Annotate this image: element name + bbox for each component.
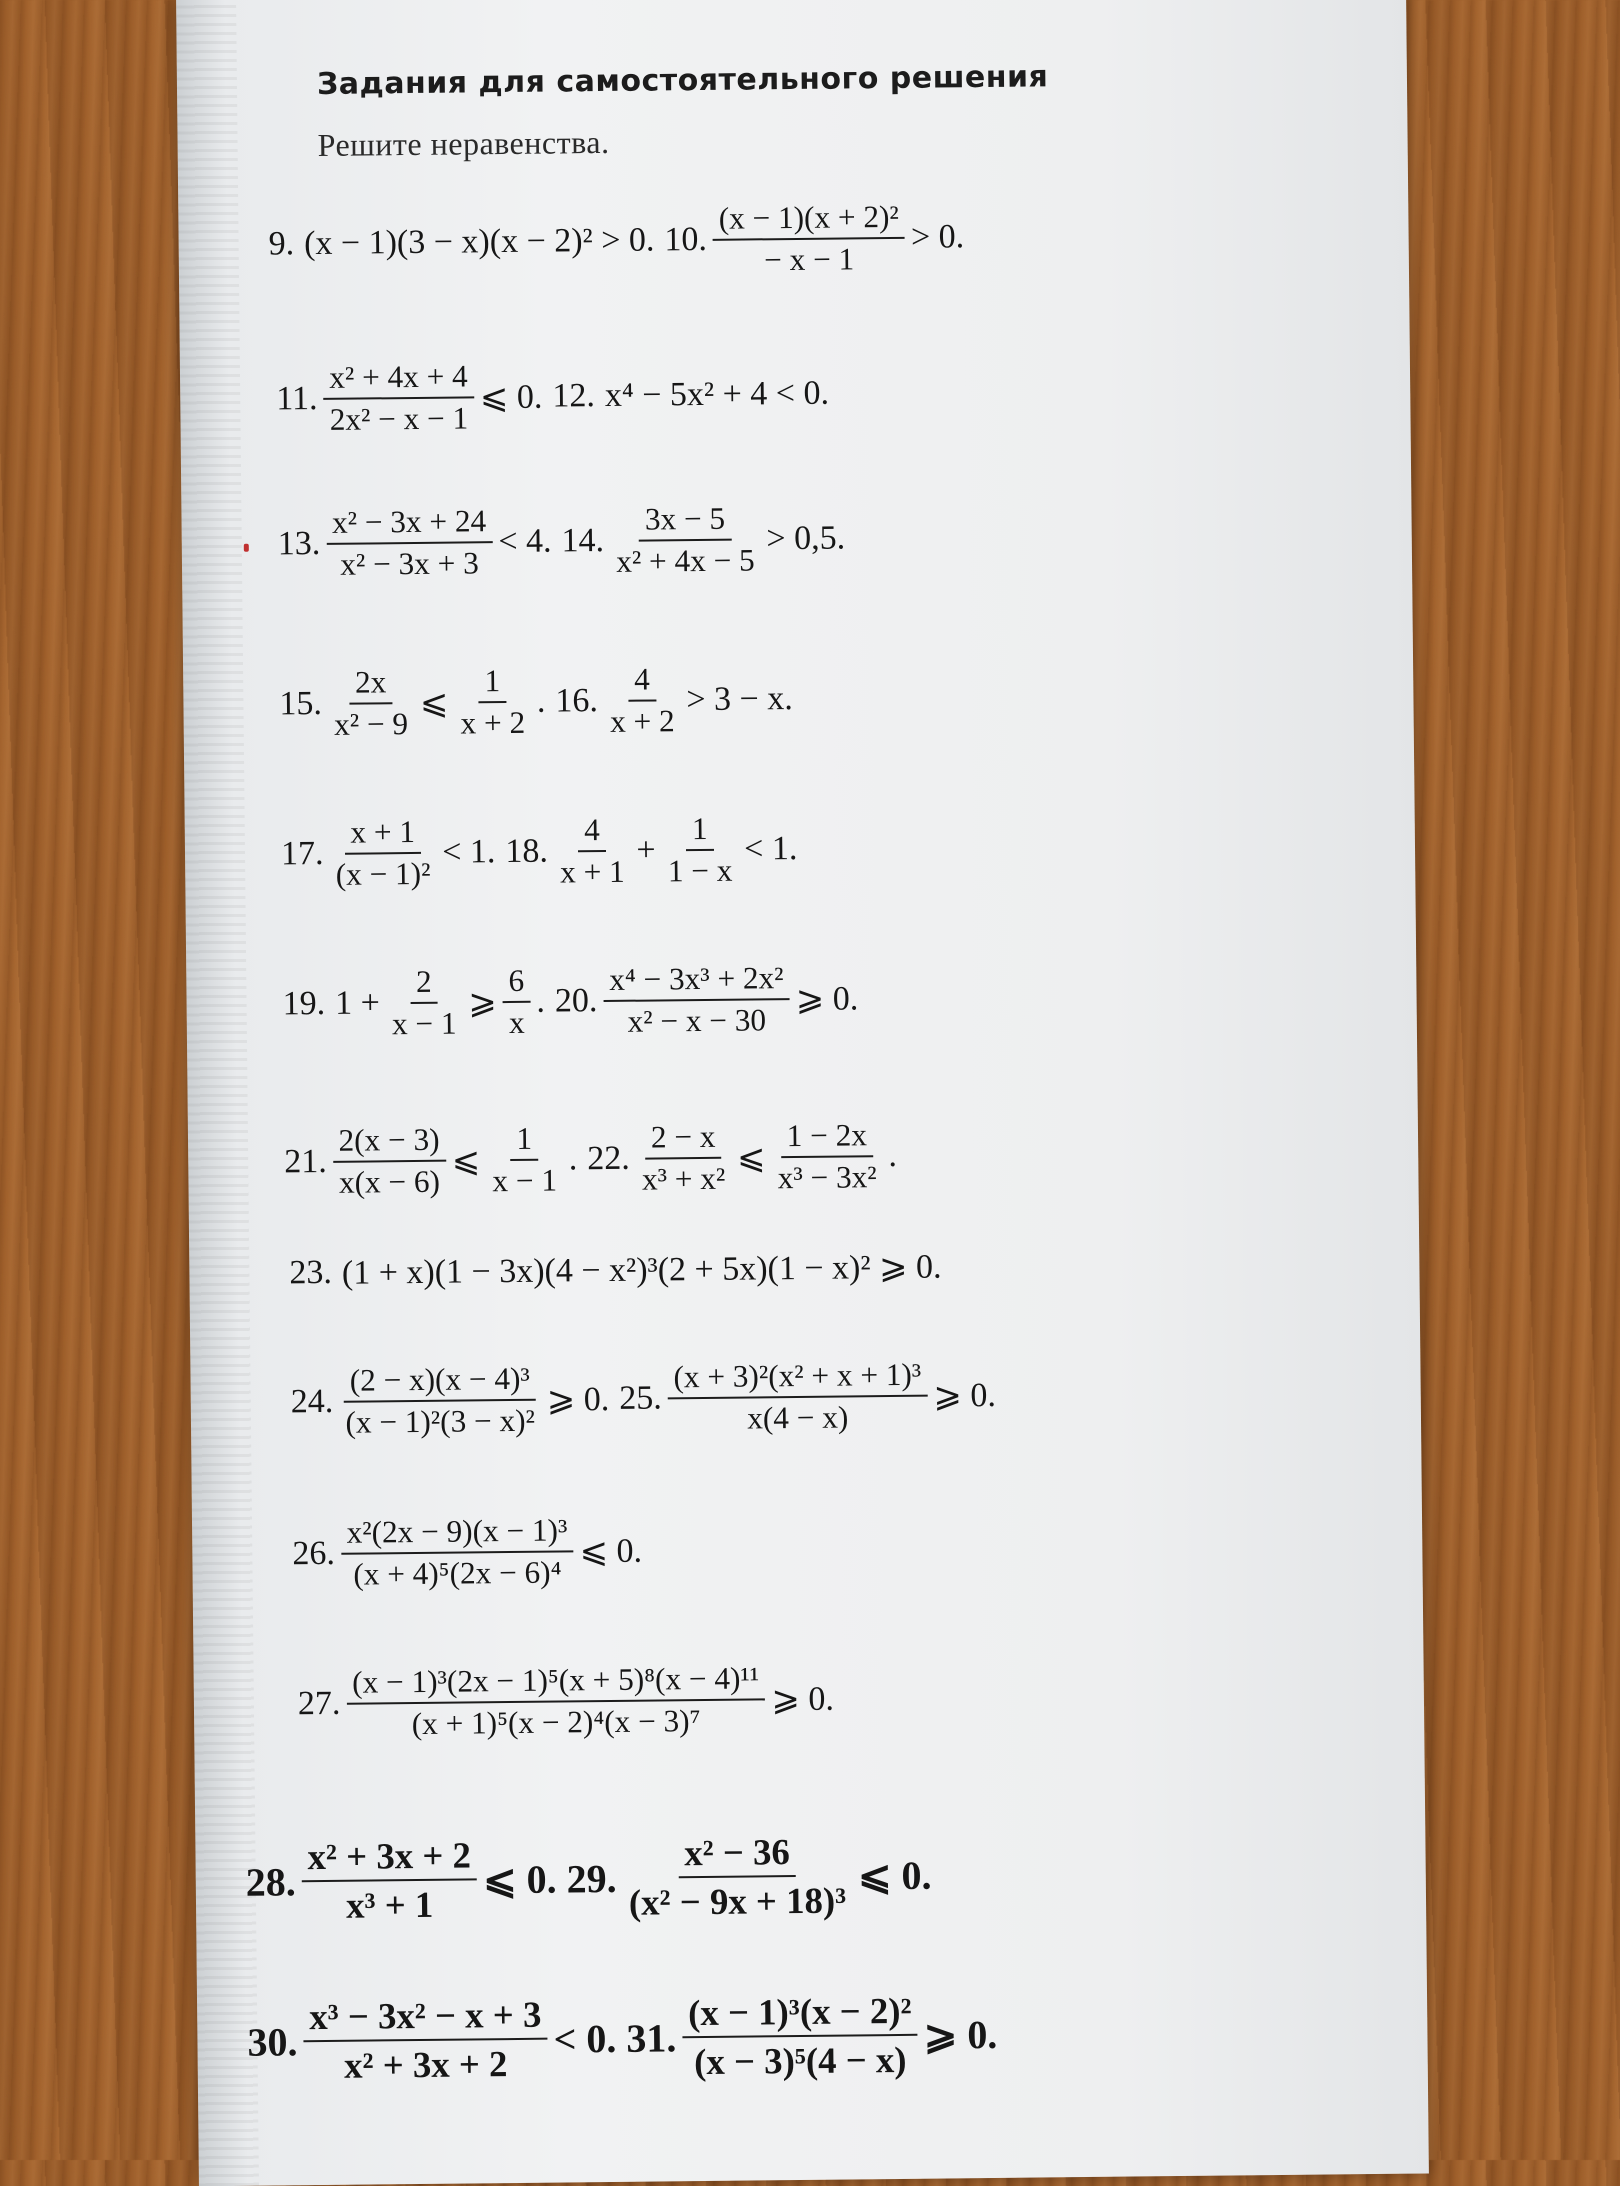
problem-13-numerator: x² − 3x + 24 bbox=[326, 503, 492, 545]
problem-10-number: 10. bbox=[664, 220, 708, 259]
problem-29-rhs: ⩽ 0. bbox=[857, 1852, 932, 1898]
problem-19-fraction-right bbox=[502, 963, 530, 1041]
problem-28-rhs: ⩽ 0. bbox=[482, 1856, 557, 1902]
problem-15-number: 15. bbox=[279, 684, 323, 723]
problem-29-number: 29. bbox=[566, 1855, 617, 1901]
problem-15-denominator-left: x² − 9 bbox=[333, 706, 409, 742]
problem-19-numerator-left: 2 bbox=[410, 964, 438, 1004]
problem-31-fraction bbox=[682, 1989, 918, 2083]
problem-31-denominator: (x − 3)⁵(4 − x) bbox=[693, 2038, 907, 2083]
problem-9-expression: (x − 1)(3 − x)(x − 2)² > 0. bbox=[303, 221, 655, 263]
problem-14-rhs: > 0,5. bbox=[766, 519, 846, 558]
problem-11-numerator: x² + 4x + 4 bbox=[323, 358, 474, 400]
problem-24-denominator: (x − 1)²(3 − x)² bbox=[345, 1402, 536, 1440]
problem-22-denominator-right: x³ − 3x² bbox=[777, 1159, 877, 1196]
problem-28-fraction bbox=[301, 1833, 477, 1927]
problem-20-number: 20. bbox=[554, 982, 598, 1020]
problem-18-number: 18. bbox=[505, 832, 549, 871]
problem-26-number: 26. bbox=[292, 1534, 336, 1573]
problem-11-12-row bbox=[276, 355, 830, 439]
problem-20-numerator: x⁴ − 3x³ + 2x² bbox=[603, 960, 790, 1002]
problem-22-operator: ⩽ bbox=[736, 1139, 766, 1177]
problem-27-numerator: (x − 1)³(2x − 1)⁵(x + 5)⁸(x − 4)¹¹ bbox=[346, 1660, 765, 1704]
problem-11-rhs: ⩽ 0. bbox=[479, 378, 543, 417]
problem-26-denominator: (x + 4)⁵(2x − 6)⁴ bbox=[353, 1554, 562, 1592]
paper-sheet bbox=[176, 0, 1429, 2186]
problem-11-denominator: 2x² − x − 1 bbox=[329, 400, 469, 437]
problem-11-number: 11. bbox=[276, 379, 318, 418]
problem-15-operator: ⩽ bbox=[419, 684, 449, 722]
problem-31-number: 31. bbox=[626, 2014, 677, 2061]
problem-29-numerator: x² − 36 bbox=[678, 1830, 796, 1878]
problem-15-numerator-left: 2x bbox=[349, 664, 393, 704]
problem-24-number: 24. bbox=[290, 1382, 334, 1421]
problem-21-denominator-right: x − 1 bbox=[492, 1162, 558, 1199]
problem-13-14-row bbox=[277, 499, 845, 583]
problem-29-fraction bbox=[622, 1829, 852, 1923]
problem-16-denominator: x + 2 bbox=[609, 703, 675, 739]
problem-25-fraction bbox=[667, 1357, 928, 1438]
problem-28-numerator: x² + 3x + 2 bbox=[301, 1833, 477, 1882]
problem-12-number: 12. bbox=[552, 377, 596, 415]
problem-18-fraction-right bbox=[661, 811, 738, 890]
problem-19-rhs: . bbox=[536, 982, 546, 1020]
problem-17-numerator: x + 1 bbox=[344, 814, 421, 855]
problem-18-numerator-left: 4 bbox=[578, 812, 606, 852]
problem-13-fraction bbox=[326, 503, 493, 583]
problem-21-rhs: . bbox=[568, 1140, 578, 1178]
problem-21-22-row bbox=[284, 1117, 898, 1201]
problem-16-numerator: 4 bbox=[628, 661, 656, 701]
problem-14-number: 14. bbox=[561, 521, 605, 560]
problem-30-31-row bbox=[247, 1988, 998, 2088]
problem-12-expression: x⁴ − 5x² + 4 < 0. bbox=[604, 374, 830, 414]
problem-14-denominator: x² + 4x − 5 bbox=[616, 542, 755, 579]
problem-19-number: 19. bbox=[282, 984, 326, 1023]
problem-16-fraction bbox=[603, 661, 680, 740]
problem-10-rhs: > 0. bbox=[910, 218, 965, 256]
problem-22-fraction-right bbox=[771, 1117, 883, 1196]
problem-26-fraction bbox=[340, 1512, 574, 1592]
problem-25-number: 25. bbox=[619, 1379, 662, 1417]
problem-10-numerator: (x − 1)(x + 2)² bbox=[713, 199, 906, 241]
problem-26-row bbox=[292, 1512, 643, 1594]
problem-22-number: 22. bbox=[587, 1139, 630, 1178]
problem-18-denominator-left: x + 1 bbox=[559, 853, 625, 890]
section-heading: Задания для самостоятельного решения bbox=[316, 59, 1049, 102]
problem-16-rhs: > 3 − x. bbox=[686, 680, 793, 719]
problem-15-denominator-right: x + 2 bbox=[460, 704, 526, 741]
problem-29-denominator: (x² − 9x + 18)³ bbox=[628, 1879, 847, 1923]
problem-17-rhs: < 1. bbox=[442, 833, 496, 871]
problem-22-fraction-left bbox=[635, 1119, 731, 1198]
instruction-text: Решите неравенства. bbox=[317, 123, 610, 163]
problem-14-fraction bbox=[610, 500, 761, 580]
problem-22-numerator-left: 2 − x bbox=[645, 1119, 722, 1160]
problem-30-fraction bbox=[303, 1993, 548, 2088]
problem-13-rhs: < 4. bbox=[498, 522, 552, 561]
problem-22-rhs: . bbox=[888, 1136, 898, 1175]
problem-21-fraction-left bbox=[332, 1122, 446, 1201]
problem-23-number: 23. bbox=[289, 1253, 333, 1292]
problem-28-number: 28. bbox=[245, 1858, 297, 1905]
problem-11-fraction bbox=[323, 358, 474, 438]
problem-13-denominator: x² − 3x + 3 bbox=[340, 545, 479, 582]
problem-19-denominator-right: x bbox=[508, 1004, 525, 1041]
problem-19-lhs: 1 + bbox=[334, 984, 380, 1022]
problem-24-fraction bbox=[339, 1361, 541, 1441]
problem-14-numerator: 3x − 5 bbox=[639, 501, 732, 542]
problem-9-10-row bbox=[268, 198, 964, 283]
problem-16-number: 16. bbox=[555, 682, 599, 720]
problem-19-denominator-left: x − 1 bbox=[391, 1005, 457, 1042]
problem-15-numerator-right: 1 bbox=[478, 663, 506, 703]
problem-21-fraction-right bbox=[486, 1120, 563, 1199]
problem-18-rhs: < 1. bbox=[743, 829, 798, 868]
problem-21-operator: ⩽ bbox=[451, 1142, 481, 1180]
problem-25-rhs: ⩾ 0. bbox=[933, 1376, 997, 1415]
problem-28-denominator: x³ + 1 bbox=[345, 1883, 434, 1926]
problem-30-rhs: < 0. bbox=[553, 2015, 617, 2062]
problem-18-denominator-right: 1 − x bbox=[667, 852, 733, 889]
problem-19-fraction-left bbox=[385, 963, 462, 1042]
problem-23-expression: (1 + x)(1 − 3x)(4 − x²)³(2 + 5x)(1 − x)² ⩾ 0. bbox=[341, 1248, 942, 1292]
problem-13-number: 13. bbox=[277, 524, 321, 563]
problem-27-fraction bbox=[346, 1660, 766, 1742]
problem-30-numerator: x³ − 3x² − x + 3 bbox=[303, 1993, 548, 2043]
problem-17-number: 17. bbox=[280, 834, 324, 873]
problem-24-numerator: (2 − x)(x − 4)³ bbox=[344, 1361, 537, 1403]
problem-18-numerator-right: 1 bbox=[686, 811, 714, 851]
problem-27-denominator: (x + 1)⁵(x − 2)⁴(x − 3)⁷ bbox=[411, 1703, 701, 1742]
problem-21-numerator-left: 2(x − 3) bbox=[332, 1122, 445, 1163]
problem-21-numerator-right: 1 bbox=[510, 1121, 538, 1161]
problem-10-fraction bbox=[713, 199, 906, 279]
problem-23-row bbox=[289, 1246, 942, 1293]
problem-26-numerator: x²(2x − 9)(x − 1)³ bbox=[340, 1512, 573, 1554]
problem-22-denominator-left: x³ + x² bbox=[641, 1160, 726, 1197]
problem-15-rhs: . bbox=[536, 682, 546, 720]
problem-25-numerator: (x + 3)²(x² + x + 1)³ bbox=[667, 1357, 927, 1400]
problem-31-rhs: ⩾ 0. bbox=[923, 2011, 998, 2058]
problem-27-row bbox=[298, 1660, 835, 1744]
problem-21-denominator-left: x(x − 6) bbox=[338, 1163, 441, 1200]
problem-17-fraction bbox=[329, 814, 437, 893]
problem-20-fraction bbox=[603, 960, 790, 1040]
problem-30-number: 30. bbox=[247, 2018, 298, 2065]
problem-27-rhs: ⩾ 0. bbox=[771, 1680, 835, 1719]
problem-10-denominator: − x − 1 bbox=[764, 241, 855, 278]
problem-31-numerator: (x − 1)³(x − 2)² bbox=[682, 1989, 918, 2038]
problem-30-denominator: x² + 3x + 2 bbox=[343, 2043, 508, 2086]
problem-27-number: 27. bbox=[297, 1684, 341, 1723]
problem-20-denominator: x² − x − 30 bbox=[627, 1002, 767, 1039]
problem-18-fraction-left bbox=[554, 812, 631, 891]
red-mark bbox=[244, 544, 249, 552]
problem-15-16-row bbox=[279, 660, 793, 743]
problem-15-fraction-left bbox=[328, 664, 415, 743]
problem-18-operator: + bbox=[636, 831, 656, 869]
problem-9-number: 9. bbox=[268, 225, 295, 263]
problem-24-25-row bbox=[290, 1356, 996, 1441]
problem-19-numerator-right: 6 bbox=[502, 963, 530, 1003]
problem-19-operator: ⩾ bbox=[468, 984, 498, 1022]
problem-17-denominator: (x − 1)² bbox=[335, 855, 431, 892]
problem-22-numerator-right: 1 − 2x bbox=[781, 1117, 874, 1158]
problem-20-rhs: ⩾ 0. bbox=[795, 980, 859, 1019]
problem-24-rhs: ⩾ 0. bbox=[546, 1380, 610, 1419]
problem-26-rhs: ⩽ 0. bbox=[579, 1532, 643, 1571]
problem-15-fraction-right bbox=[454, 663, 531, 742]
problem-25-denominator: x(4 − x) bbox=[747, 1399, 849, 1436]
problem-21-number: 21. bbox=[284, 1142, 327, 1181]
problem-17-18-row bbox=[281, 810, 798, 893]
problem-19-20-row bbox=[282, 959, 858, 1043]
problem-28-29-row bbox=[245, 1829, 932, 1928]
